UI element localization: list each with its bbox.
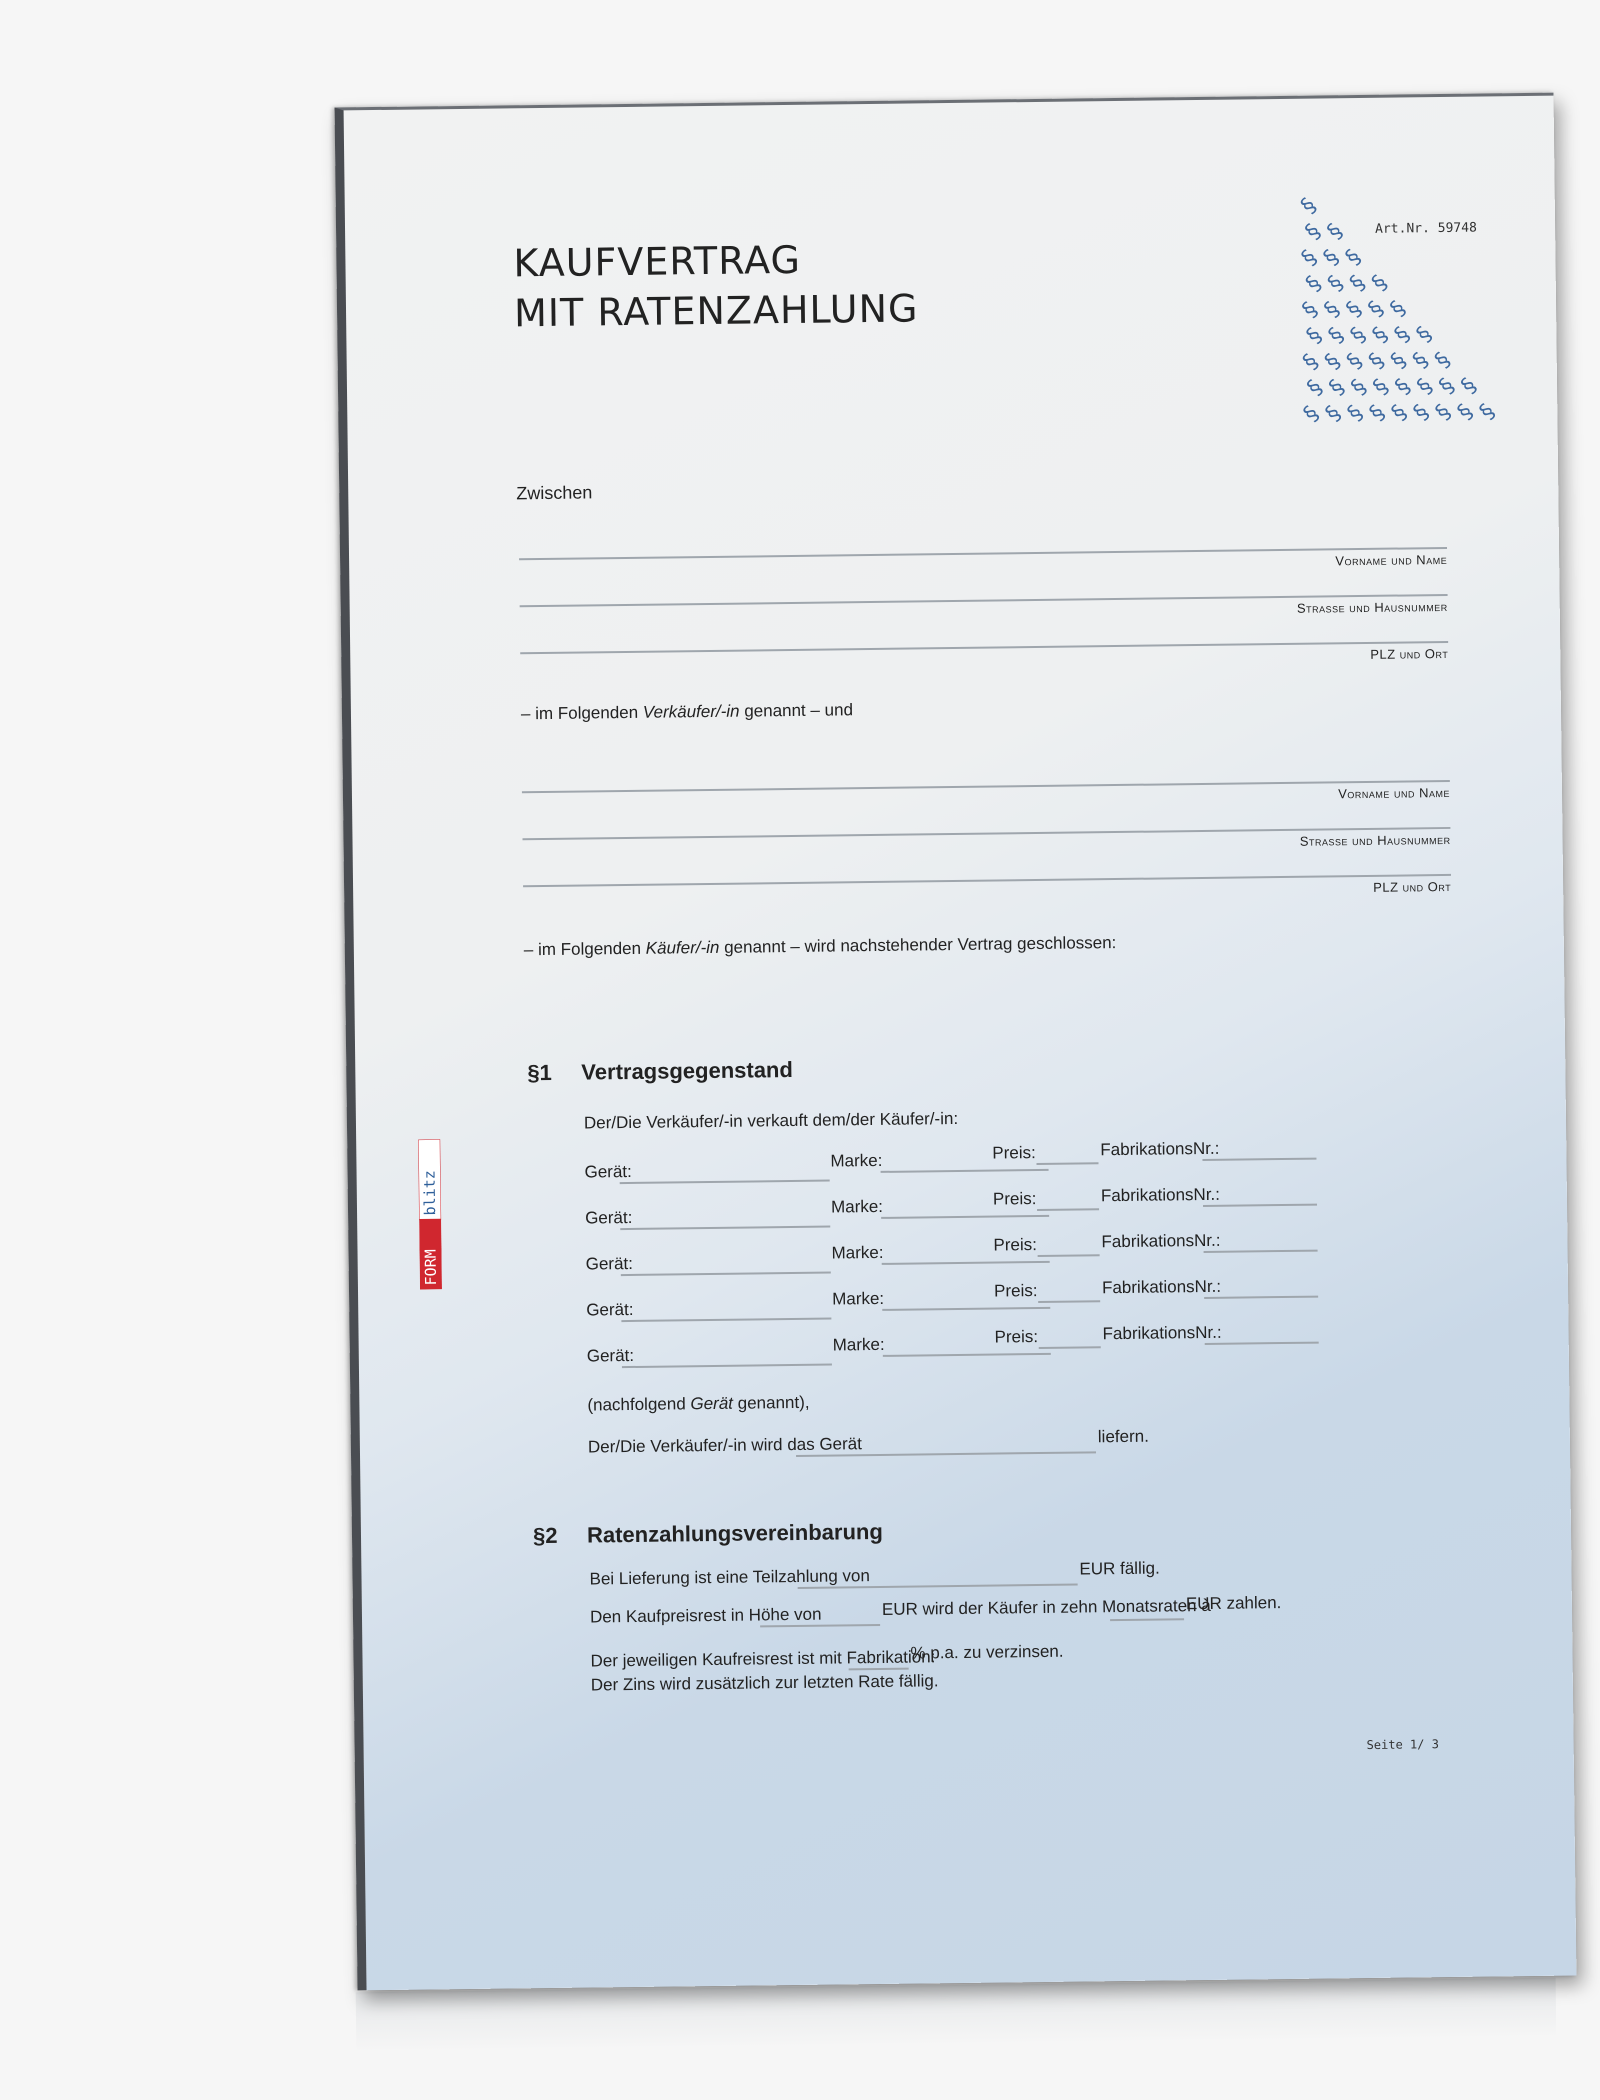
brand-label: Marke: [830,1196,884,1217]
buyer-sentence [524,933,1117,960]
paragraph-glyph: § [1301,271,1327,297]
device-label: Gerät: [584,1161,632,1182]
paragraph-glyph: § [1456,373,1483,399]
buyer-sentence-post: genannt – wird nachstehender Vertrag geschlossen: [719,933,1117,957]
paragraph-glyph: § [1296,193,1322,219]
serial-field[interactable] [1204,1250,1318,1253]
paragraph-glyph: § [1323,323,1350,349]
price-field[interactable] [1038,1300,1100,1303]
serial-label: FabrikationsNr.: [1101,1276,1222,1298]
price-label: Preis: [992,1143,1036,1163]
brand-label: Marke: [832,1288,885,1309]
paragraph-glyph: § [1474,399,1501,425]
paragraph-glyph: § [1390,374,1417,400]
paragraph-glyph: § [1323,271,1349,297]
device-field[interactable] [622,1364,832,1369]
serial-field[interactable] [1205,1342,1319,1345]
brand-field[interactable] [881,1215,1049,1219]
price-field[interactable] [1037,1208,1099,1211]
seller-city-label: PLZ und Ort [1370,645,1449,662]
sheet-reflection [356,1978,1557,2053]
device-label: Gerät: [586,1299,634,1320]
brand-field[interactable] [881,1169,1049,1173]
brand-field[interactable] [883,1353,1051,1357]
interest-post: % p.a. zu verzinsen. [910,1641,1064,1663]
buyer-sentence-pre: – im Folgenden [523,938,646,960]
paragraph-glyph: § [1340,244,1367,271]
between-label: Zwischen [516,482,593,504]
paragraph-glyph: § [1302,375,1329,401]
formblitz-logo [418,1139,442,1289]
paragraph-glyph: § [1364,400,1391,426]
interest-pre: Der jeweiligen Kaufreisrest ist mit Fabrikation: [590,1647,936,1671]
price-field[interactable] [1039,1346,1101,1349]
named-word: Gerät [690,1393,734,1414]
brand-field[interactable] [882,1307,1050,1311]
seller-sentence-pre: – im Folgenden [520,702,643,724]
buyer-city-label: PLZ und Ort [1373,878,1452,895]
paragraph-glyph: § [1364,348,1390,374]
paragraph-glyph: § [1412,374,1439,400]
device-named-note [587,1393,809,1416]
seller-sentence [521,700,853,724]
seller-sentence-post: genannt – und [739,700,854,721]
remainder-post: EUR zahlen. [1185,1593,1282,1614]
interest-note: Der Zins wird zusätzlich zur letzten Rate fällig. [590,1671,939,1695]
deliver-pre: Der/Die Verkäufer/-in wird das Gerät [587,1434,863,1457]
device-field[interactable] [620,1226,830,1231]
formblitz-blitz-text: blitz [420,1170,440,1216]
paragraph-glyph: § [1301,323,1328,349]
paragraph-glyph: § [1386,400,1413,426]
device-field[interactable] [621,1272,831,1277]
device-label: Gerät: [586,1345,635,1366]
section1-title: Vertragsgegenstand [581,1056,793,1085]
paragraph-glyph: § [1341,296,1368,323]
named-post: genannt), [732,1392,810,1413]
price-label: Preis: [992,1189,1037,1209]
brand-label: Marke: [831,1242,884,1263]
paragraph-glyph: § [1297,297,1324,323]
paragraph-glyph: § [1345,270,1371,297]
seller-street-label: Strasse und Hausnummer [1296,598,1448,616]
brand-label: Marke: [830,1150,883,1171]
paragraph-pattern-icon [1280,184,1513,447]
article-number: Art.Nr. 59748 [1375,220,1477,237]
price-label: Preis: [993,1281,1038,1301]
paragraph-glyph: § [1430,399,1457,426]
price-field[interactable] [1038,1254,1100,1257]
serial-field[interactable] [1204,1296,1318,1299]
paragraph-glyph: § [1368,374,1395,400]
buyer-name-label: Vorname und Name [1338,784,1451,802]
paragraph-glyph: § [1322,219,1349,245]
device-field[interactable] [621,1318,831,1323]
document-sheet [335,93,1577,1991]
named-pre: (nachfolgend [587,1394,691,1415]
brand-label: Marke: [832,1334,885,1355]
seller-name-label: Vorname und Name [1335,551,1448,569]
serial-field[interactable] [1202,1158,1316,1161]
device-field[interactable] [620,1180,830,1185]
paragraph-glyph: § [1408,348,1434,374]
title-line-2: MIT RATENZAHLUNG [513,286,919,336]
paragraph-glyph: § [1367,322,1394,348]
serial-field[interactable] [1203,1204,1317,1207]
section2-number: §2 [532,1522,558,1549]
paragraph-glyph: § [1389,322,1416,348]
paragraph-glyph: § [1320,401,1347,427]
document-title [513,233,919,338]
paragraph-glyph: § [1324,375,1351,401]
paragraph-glyph: § [1430,347,1456,374]
paragraph-glyph: § [1318,245,1345,271]
deliver-post: liefern. [1097,1426,1149,1447]
serial-label: FabrikationsNr.: [1100,1184,1221,1206]
section2-title: Ratenzahlungsvereinbarung [586,1518,883,1548]
paragraph-glyph: § [1346,374,1373,401]
paragraph-glyph: § [1411,322,1438,348]
page-number: Seite 1/ 3 [1366,1737,1439,1753]
paragraph-glyph: § [1452,399,1479,425]
paragraph-glyph: § [1319,297,1346,323]
partial-payment-post: EUR fällig. [1079,1558,1160,1579]
device-label: Gerät: [585,1207,633,1228]
price-label: Preis: [994,1327,1039,1347]
paragraph-glyph: § [1342,348,1368,375]
serial-label: FabrikationsNr.: [1101,1230,1221,1252]
paragraph-glyph: § [1320,349,1346,375]
section1-number: §1 [527,1059,552,1086]
serial-label: FabrikationsNr.: [1100,1138,1220,1160]
price-label: Preis: [993,1235,1038,1255]
price-field[interactable] [1036,1162,1098,1165]
device-label: Gerät: [585,1253,634,1274]
paragraph-glyph: § [1300,219,1327,245]
paragraph-glyph: § [1345,322,1372,349]
section1-intro: Der/Die Verkäufer/-in verkauft dem/der Käufer/-in: [583,1108,959,1133]
serial-label: FabrikationsNr.: [1102,1322,1222,1344]
paragraph-glyph: § [1298,349,1324,375]
installment-field[interactable] [1110,1618,1184,1621]
remainder-mid: EUR wird der Käufer in zehn Monatsraten à [881,1595,1211,1619]
seller-role: Verkäufer/-in [642,701,740,722]
interest-field[interactable] [849,1668,909,1671]
title-line-1: KAUFVERTRAG [513,237,802,286]
remainder-field[interactable] [760,1624,880,1627]
paragraph-glyph: § [1296,245,1323,271]
remainder-pre: Den Kaufpreisrest in Höhe von [589,1604,822,1627]
paragraph-glyph: § [1363,296,1390,322]
paragraph-glyph: § [1386,348,1412,374]
paragraph-glyph: § [1434,373,1461,400]
buyer-role: Käufer/-in [645,937,720,958]
formblitz-form-text: FORM [421,1249,440,1286]
paragraph-glyph: § [1408,400,1435,426]
paragraph-glyph: § [1342,400,1369,427]
partial-payment-pre: Bei Lieferung ist eine Teilzahlung von [589,1566,871,1589]
brand-field[interactable] [882,1261,1050,1265]
paragraph-glyph: § [1298,401,1325,427]
buyer-street-label: Strasse und Hausnummer [1299,831,1451,849]
paragraph-glyph: § [1367,270,1393,296]
paragraph-glyph: § [1385,296,1412,322]
